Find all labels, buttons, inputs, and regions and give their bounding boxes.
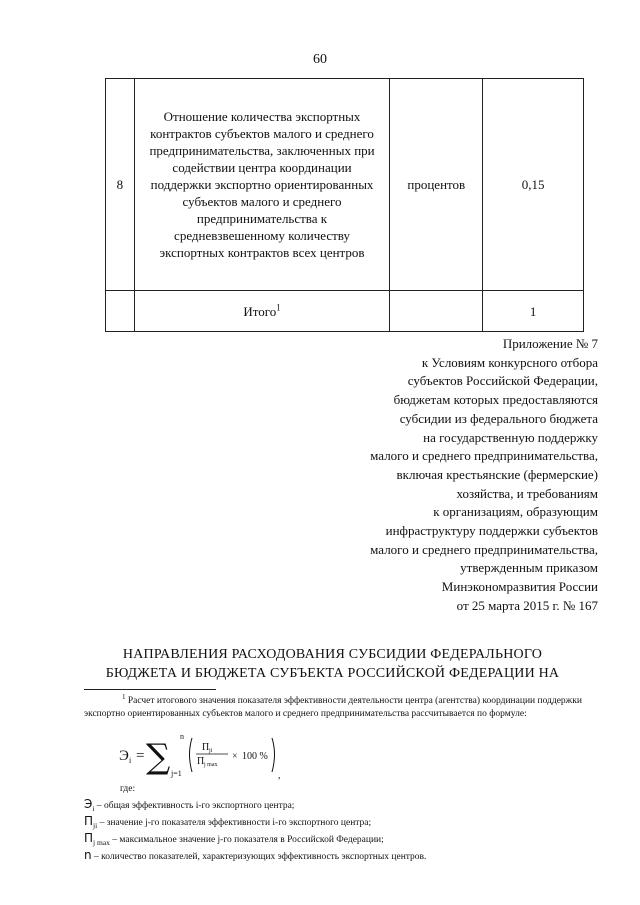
appendix-line: субъектов Российской Федерации, — [407, 373, 598, 389]
appendix-line: малого и среднего предпринимательства, — [370, 448, 598, 464]
left-paren — [190, 738, 193, 772]
appendix-line: хозяйства, и требованиям — [456, 485, 598, 501]
efficiency-formula — [84, 730, 384, 782]
fraction-denominator: П — [197, 756, 205, 767]
footnote — [84, 692, 604, 721]
appendix-line: бюджетам которых предоставляются — [393, 392, 598, 408]
heading-line: БЮДЖЕТА И БЮДЖЕТА СУБЪЕКТА РОССИЙСКОЙ ФЕДЕРАЦИИ НА — [105, 666, 560, 681]
fraction-numerator-sub: ji — [209, 748, 213, 754]
legend-item — [84, 798, 604, 812]
legend-symbol: n — [84, 848, 92, 862]
total-label-cell — [134, 291, 390, 332]
legend-item — [84, 832, 604, 846]
indicator-name: Отношение количества экспортных контрактов субъектов малого и среднего предпринимательства, заключенных при содействии центра координации поддержки экспортно ориентированных субъектов малого и среднего предпринимательства к средневзвешенному количеству экспортных контрактов всех центров — [134, 79, 390, 291]
legend-text: – количество показателей, характеризующих эффективность экспортных центров. — [93, 852, 427, 862]
legend-symbol-sub: ji — [93, 821, 98, 830]
indicators-table — [105, 78, 584, 332]
legend-item — [84, 815, 604, 829]
row-number: 8 — [106, 79, 135, 291]
fraction-numerator: П — [202, 742, 210, 753]
indicator-unit: процентов — [390, 79, 483, 291]
formula-graphic — [84, 730, 384, 782]
appendix-line: к организациям, образующим — [433, 504, 598, 520]
footnote-body: Расчет итогового значения показателя эффективности деятельности центра (агентства) координации поддержки экспортно ориентированных субъектов малого и среднего предпринимательства рассчитывается по формуле: — [84, 696, 582, 719]
formula-equals: = — [136, 748, 145, 764]
table-row-total — [106, 291, 584, 332]
appendix-line: инфраструктуру поддержки субъектов — [385, 523, 598, 539]
table-row — [106, 79, 584, 291]
appendix-line: малого и среднего предпринимательства, — [370, 541, 598, 557]
formula-lhs: Э — [119, 748, 129, 764]
legend-symbol: Э — [84, 797, 93, 811]
formula-lhs-sub: i — [129, 756, 132, 765]
heading-line: НАПРАВЛЕНИЯ РАСХОДОВАНИЯ СУБСИДИИ ФЕДЕРАЛЬНОГО — [122, 647, 543, 662]
hundred-percent: 100 % — [242, 751, 268, 762]
appendix-line: Минэкономразвития России — [441, 579, 598, 595]
legend-item — [84, 849, 604, 863]
where-label: где: — [120, 784, 136, 794]
sigma-symbol: ∑ — [146, 737, 171, 777]
sigma-lower: j=1 — [171, 769, 182, 778]
legend-symbol-sub: j max — [93, 838, 110, 847]
footnote-mark: 1 — [122, 692, 126, 701]
total-value: 1 — [483, 291, 584, 332]
empty-cell — [390, 291, 483, 332]
formula-comma: , — [278, 770, 281, 781]
legend-symbol: П — [84, 831, 94, 845]
fraction-denominator-sub: j max — [204, 762, 218, 768]
legend-text: – значение j-го показателя эффективности i-го экспортного центра; — [99, 818, 372, 828]
footnote-text — [84, 692, 604, 721]
times-sign: × — [232, 751, 238, 762]
formula-legend — [84, 783, 604, 866]
appendix-block — [278, 335, 598, 616]
total-label: Итого — [243, 303, 277, 319]
appendix-line: к Условиям конкурсного отбора — [421, 354, 598, 370]
empty-cell — [106, 291, 135, 332]
appendix-line: утвержденным приказом — [460, 560, 598, 576]
legend-text: – общая эффективность i-го экспортного центра; — [96, 801, 295, 811]
right-paren — [272, 738, 275, 772]
indicator-weight: 0,15 — [483, 79, 584, 291]
appendix-line: на государственную поддержку — [423, 429, 598, 445]
legend-symbol: П — [84, 814, 94, 828]
footnote-mark: 1 — [276, 302, 281, 313]
sigma-upper: n — [180, 732, 184, 741]
footnote-divider — [84, 689, 216, 690]
appendix-line: от 25 марта 2015 г. № 167 — [456, 597, 598, 613]
page-number: 60 — [313, 52, 327, 67]
section-heading — [60, 645, 605, 683]
appendix-line: Приложение № 7 — [502, 336, 598, 351]
appendix-line: включая крестьянские (фермерские) — [396, 466, 598, 482]
legend-text: – максимальное значение j-го показателя в Российской Федерации; — [112, 835, 384, 845]
appendix-line: субсидии из федерального бюджета — [399, 410, 598, 426]
legend-symbol-sub: i — [92, 804, 95, 813]
